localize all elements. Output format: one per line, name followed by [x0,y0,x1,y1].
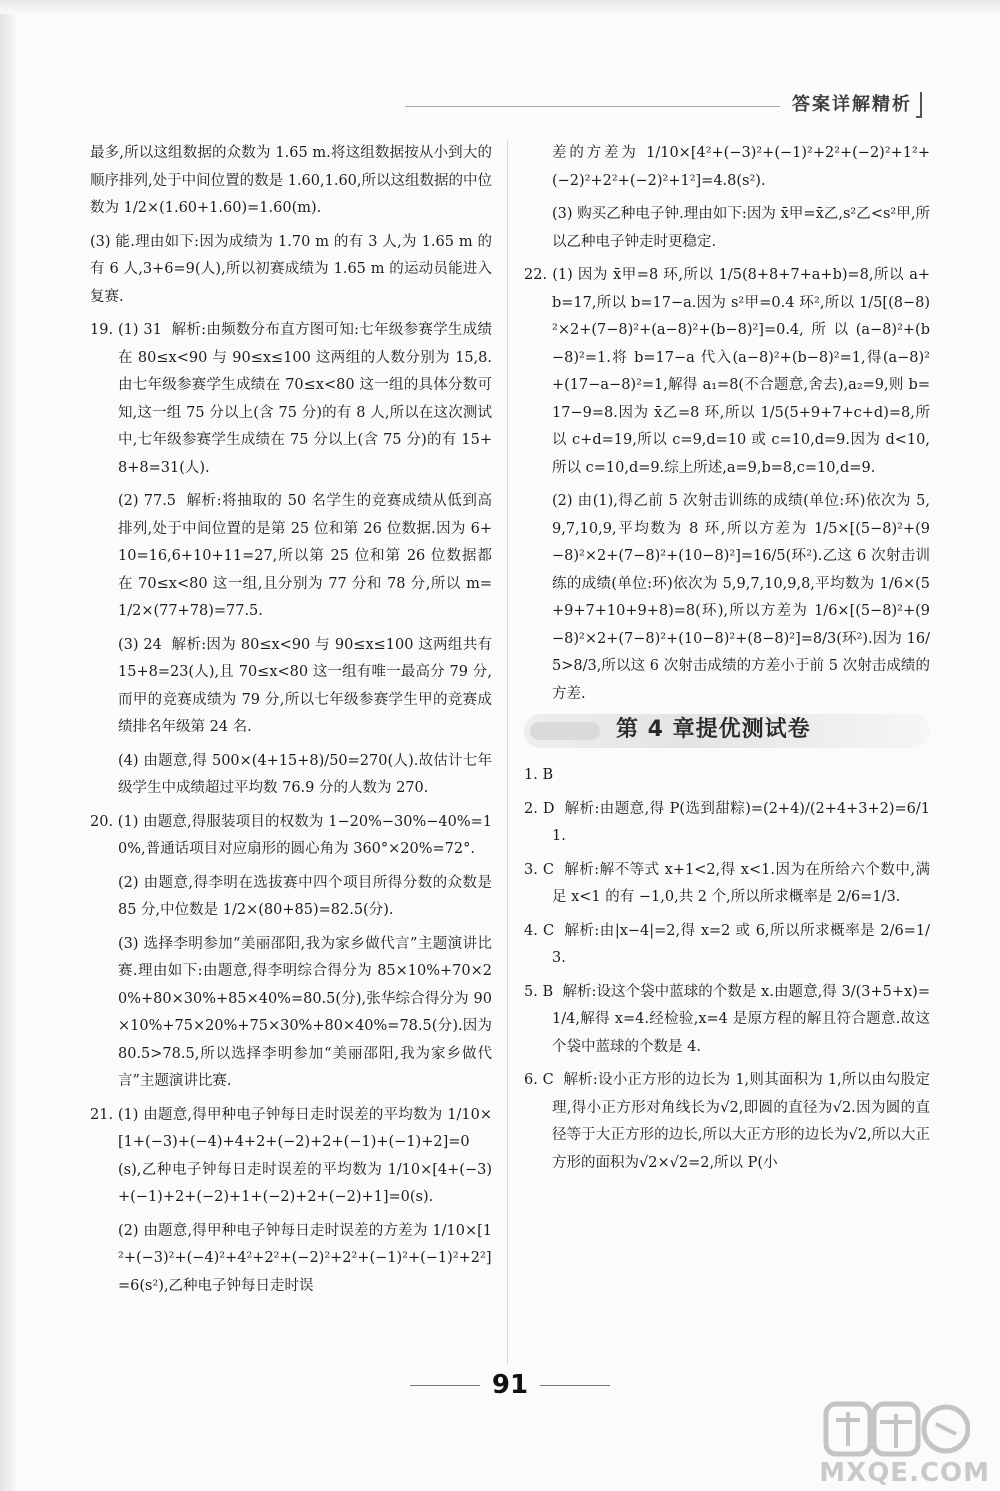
answer-paragraph: 4. C 解析:由|x−4|=2,得 x=2 或 6,所以所求概率是 2/6=1/3. [524,922,930,966]
answer-paragraph: (3) 选择李明参加“美丽邵阳,我为家乡做代言”主题演讲比赛.理由如下:由题意,得李明综合得分为 85×10%+70×20%+80×30%+85×40%=80.5(分),张华综合得分为 90×10%+75×20%+75×30%+80×40%=78.5(分).因为 80.5>78.5,所以选择李明参加“美丽邵阳,我为家乡做代言”主题演讲比赛. [118,935,497,1089]
answer-paragraph: 1. B [524,767,554,783]
answer-paragraph: (2) 由(1),得乙前 5 次射击训练的成绩(单位:环)依次为 5,9,7,10,9,平均数为 8 环,所以方差为 1/5×[(5−8)²+(9−8)²×2+(7−8)²+(10−8)²]=16/5(环²).乙这 6 次射击训练的成绩(单位:环)依次为 5,9,7,10,9,8,平均数为 1/6×(5+9+7+10+9+8)=8(环),所以方差为 1/6×[(5−8)²+(9−8)²×2+(7−8)²+(10−8)²+(8−8)²]=8/3(环²).因为 16/5>8/3,所以这 6 次射击成绩的方差小于前 5 次射击成绩的方差. [552,493,930,702]
right-column [524,140,930,1183]
answer-paragraph: (3) 能.理由如下:因为成绩为 1.70 m 的有 3 人,为 1.65 m 的有 6 人,3+6=9(人),所以初赛成绩为 1.65 m 的运动员能进入复赛. [90,233,492,305]
column-divider [507,140,508,1365]
answer-paragraph: 2. D 解析:由题意,得 P(选到甜粽)=(2+4)/(2+4+3+2)=6/11. [524,800,930,844]
page-number: 91 [491,1370,529,1400]
answer-paragraph: (3) 24 解析:因为 80≤x<90 与 90≤x≤100 这两组共有 15+8=23(人),且 70≤x<80 这一组有唯一最高分 79 分,而甲的竞赛成绩为 79 分,所以七年级参赛学生甲的竞赛成绩排名年级第 24 名. [118,636,497,735]
answer-paragraph: 22. (1) 因为 x̄甲=8 环,所以 1/5(8+8+7+a+b)=8,所以 a+b=17,所以 b=17−a.因为 s²甲=0.4 环²,所以 1/5[(8−8)²×2+(7−8)²+(a−8)²+(b−8)²]=0.4,所以(a−8)²+(b−8)²=1.将 b=17−a 代入(a−8)²+(b−8)²=1,得(a−8)²+(17−a−8)²=1,解得 a₁=8(不合题意,舍去),a₂=9,则 b=17−9=8.因为 x̄乙=8 环,所以 1/5(5+9+7+c+d)=8,所以 c+d=19,所以 c=9,d=10 或 c=10,d=9.因为 d<10,所以 c=10,d=9.综上所述,a=9,b=8,c=10,d=9. [524,267,930,476]
header-title: 答案详解精析 [792,94,912,115]
answer-paragraph: (2) 由题意,得李明在选拔赛中四个项目所得分数的众数是 85 分,中位数是 1/2×(80+85)=82.5(分). [118,874,497,918]
scan-shadow-left [0,0,18,1491]
left-column [90,140,497,1306]
answer-paragraph: 21. (1) 由题意,得甲种电子钟每日走时误差的平均数为 1/10×[1+(−3)+(−4)+4+2+(−2)+2+(−1)+(−1)+2]=0(s),乙种电子钟每日走时误差的平均数为 1/10×[4+(−3)+(−1)+2+(−2)+1+(−2)+2+(−2)+1]=0(s). [90,1106,492,1205]
header-bracket-icon [916,92,922,118]
answer-paragraph: (2) 由题意,得甲种电子钟每日走时误差的方差为 1/10×[1²+(−3)²+(−4)²+4²+2²+(−2)²+2²+(−1)²+(−1)²+2²]=6(s²),乙种电子钟每日走时误 [118,1222,492,1294]
watermark-url: MXQE.COM [819,1458,990,1488]
answer-paragraph: (3) 购买乙种电子钟.理由如下:因为 x̄甲=x̄乙,s²乙<s²甲,所以乙种电子钟走时更稳定. [552,206,930,250]
footer-rule [540,1385,610,1386]
banner-decoration-icon [530,722,600,740]
answer-paragraph: 20. (1) 由题意,得服装项目的权数为 1−20%−30%−40%=10%,普通话项目对应扇形的圆心角为 360°×20%=72°. [90,813,492,857]
answer-paragraph: (2) 77.5 解析:将抽取的 50 名学生的竞赛成绩从低到高排列,处于中间位置的是第 25 位和第 26 位数据.因为 6+10=16,6+10+11=27,所以第 25 位和第 26 位数据都在 70≤x<80 这一组,且分别为 77 分和 78 分,所以 m=1/2×(77+78)=77.5. [118,493,492,619]
section-banner [524,714,930,748]
answer-logo-icon [822,1398,970,1460]
answer-paragraph: 差的方差为 1/10×[4²+(−3)²+(−1)²+2²+(−2)²+1²+(−2)²+2²+(−2)²+1²]=4.8(s²). [552,145,930,189]
scan-shadow-top [0,0,1000,14]
answer-paragraph: 3. C 解析:解不等式 x+1<2,得 x<1.因为在所给六个数中,满足 x<1 的有 −1,0,共 2 个,所以所求概率是 2/6=1/3. [524,861,930,905]
answer-paragraph: 最多,所以这组数据的众数为 1.65 m.将这组数据按从小到大的顺序排列,处于中间位置的数是 1.60,1.60,所以这组数据的中位数为 1/2×(1.60+1.60)=1.60(m). [90,145,493,216]
section-title: 第 4 章提优测试卷 [616,717,811,742]
answer-paragraph: 5. B 解析:设这个袋中蓝球的个数是 x.由题意,得 3/(3+5+x)=1/4,解得 x=4.经检验,x=4 是原方程的解且符合题意.故这个袋中蓝球的个数是 4. [524,983,930,1055]
answer-paragraph: 19. (1) 31 解析:由频数分布直方图可知:七年级参赛学生成绩在 80≤x<90 与 90≤x≤100 这两组的人数分别为 15,8.由七年级参赛学生成绩在 70≤x<80 这一组的具体分数可知,这一组 75 分以上(含 75 分)的有 8 人,所以在这次测试中,七年级参赛学生成绩在 75 分以上(含 75 分)的有 15+8+8=31(人). [90,322,492,476]
header-rule [405,106,780,107]
footer-rule [410,1385,480,1386]
answer-paragraph: 6. C 解析:设小正方形的边长为 1,则其面积为 1,所以由勾股定理,得小正方形对角线长为√2,即圆的直径为√2.因为圆的直径等于大正方形的边长,所以大正方形的边长为√2,所以大正方形的面积为√2×√2=2,所以 P(小 [524,1072,930,1171]
answer-paragraph: (4) 由题意,得 500×(4+15+8)/50=270(人).故估计七年级学生中成绩超过平均数 76.9 分的人数为 270. [118,752,492,796]
